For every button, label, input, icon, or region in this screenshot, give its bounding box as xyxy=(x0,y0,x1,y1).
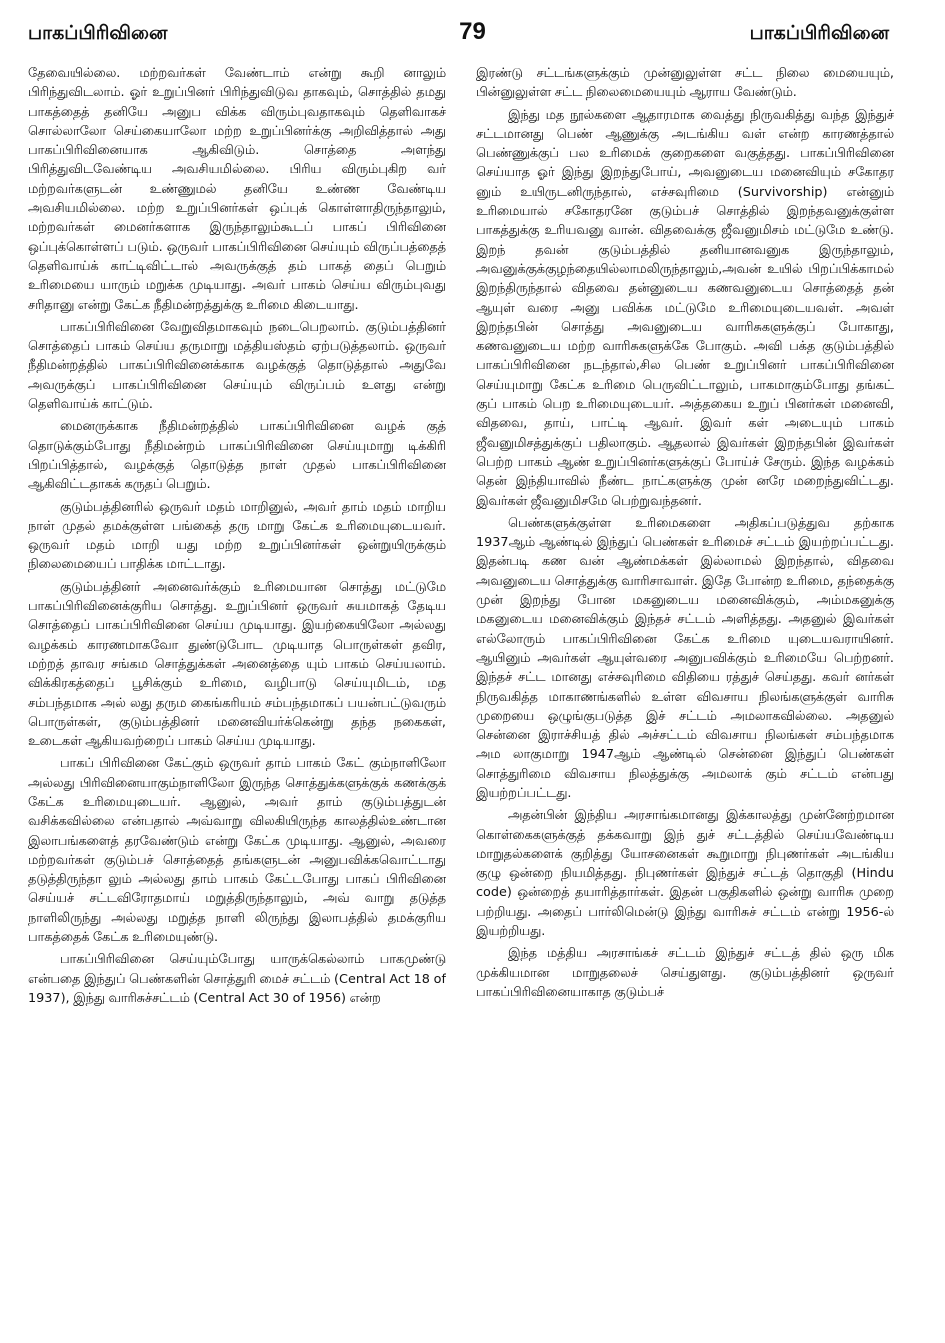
running-header-right: பாகப்பிரிவினை xyxy=(749,22,889,44)
paragraph: பாகப் பிரிவினை கேட்கும் ஒருவர் தாம் பாகம் கேட் கும்நாளிலோ அல்லது பிரிவினையாகும்நாளிலோ இருந்த சொத்துக்களுக்குக் கணக்குக் கேட்க உரிமையுடையர். ஆனுல், அவர் தாம் குடும்பத்துடன் வசிக்கவில்லை என்பதால் அவ்வாறு விலகியிருந்த காலத்தில்உண்டான இலாபங்களைத் தரவேண்டும் என்று கேட்க முடியாது. ஆனுல், அவரை மற்றவர்கள் குடும்பச் சொத்தைத் தங்களுடன் அனுபவிக்கவொட்டாது தடுத்திருந்தா லும் அல்லது தாம் பாகம் கேட்டபோது பாகப் பிரிவினை செய்யச் சட்டவிரோதமாய் மறுத்திருந்தாலும், அவ் வாறு தடுத்த நாளிலிருந்து அல்லது மறுத்த நாளி லிருந்து இலாபத்தில் தமக்குரிய பாகத்தைக் கேட்க உரிமையுண்டு. xyxy=(28,756,446,946)
paragraph: பாகப்பிரிவினை வேறுவிதமாகவும் நடைபெறலாம். குடும்பத்தினர் சொத்தைப் பாகம் செய்ய தருமாறு மத்தியஸ்தம் ஏற்படுத்தலாம். ஒருவர் நீதிமன்றத்தில் பாகப்பிரிவினைக்காக வழக்குத் தொடுத்தால் அதுவே அவருக்குப் பாகப்பிரிவினை செய்யும் விருப்பம் உளது என்று தெளிவாய்க் காட்டும். xyxy=(28,319,446,413)
paragraph: இந்த மத்திய அரசாங்கச் சட்டம் இந்துச் சட்டத் தில் ஒரு மிக முக்கியமான மாறுதலைச் செய்துளது. குடும்பத்தினர் ஒருவர் பாகப்பிரிவினையாகாத குடும்பச் xyxy=(476,946,894,1000)
paragraph: குடும்பத்தினரில் ஒருவர் மதம் மாறினுல், அவர் தாம் மதம் மாறிய நாள் முதல் தமக்குள்ள பங்கைத் தரு மாறு கேட்க உரிமையுடையவர். ஒருவர் மதம் மாறி யது மற்ற உறுப்பினர்கள் ஒன்றுயிருக்கும் நிலைமையைப் பாதிக்க மாட்டாது. xyxy=(28,499,446,573)
paragraph: பெண்களுக்குள்ள உரிமைகளை அதிகப்படுத்துவ தற்காக 1937ஆம் ஆண்டில் இந்துப் பெண்கள் உரிமைச் சட்டம் இயற்றப்பட்டது. இதன்படி கண வன் ஆண்மக்கள் இல்லாமல் இறந்தால், விதவை அவனுடைய சொத்துக்கு வாரிசாவாள். இதே போன்ற உரிமை, தந்தைக்கு முன் இறந்து போன மகனுடைய மனைவிக்கும், அம்மகனுக்கு மகனுடைய மனைவிக்கும் இந்தச் சட்டம் அளித்தது. அதனுல் இவர்கள் எல்லோரும் பாகப்பிரிவினை கேட்க உரிமை யுடையவராயினர். ஆயினும் அவர்கள் ஆயுள்வரை அனுபவிக்கும் உரிமையே பெற்றனர். இந்தச் சட்ட மானது எச்சவுரிமை விதியை ரத்துச் செய்தது. கவர் னர்கள் நிருவகித்த மாகாணங்களில் உள்ள விவசாய நிலங்களுக்குள் வாரிசு முறையை ஒழுங்குபடுத்த இச் சட்டம் அமலாகவில்லை. அதனுல் சென்னை இராச்சியத் தில் அச்சட்டம் விவசாய நிலங்கள் சம்பந்தமாக அம லாகுமாறு 1947ஆம் ஆண்டில் சென்னை இந்துப் பெண்கள் சொத்துரிமை விவசாய நிலத்துக்கு அமலாக் கும் சட்டம் என்பது இயற்றப்பட்டது. xyxy=(476,515,894,801)
right-column xyxy=(476,64,894,1329)
paragraph: குடும்பத்தினர் அனைவர்க்கும் உரிமையான சொத்து மட்டுமே பாகப்பிரிவினைக்குரிய சொத்து. உறுப்பினர் ஒருவர் சுயமாகத் தேடிய சொத்தைப் பாகப்பிரிவினை செய்ய முடியாது. இயற்கையிலோ அல்லது வழக்கம் காரணமாகவோ துண்டுபோட முடியாத பொருள்கள் தவிர, மற்றத் தாவர சங்கம சொத்துக்கள் அனைத்தை யும் பாகம் செய்யலாம். விக்கிரகத்தைப் பூசிக்கும் உரிமை, வழிபாடு செய்யுமிடம், மத சம்பந்தமாக அல் லது தரும கைங்கரியம் சம்பந்தமாகப் பயன்பட்டுவரும் பொருள்கள், குடும்பத்தினர் மனைவியர்க்கென்று தந்த நகைகள், உடைகள் ஆகியவற்றைப் பாகம் செய்ய முடியாது. xyxy=(28,579,446,750)
paragraph: அதன்பின் இந்திய அரசாங்கமானது இக்காலத்து முன்னேற்றமான கொள்கைகளுக்குத் தக்கவாறு இந் துச் சட்டத்தில் செய்யவேண்டிய மாறுதல்களைக் குறித்து யோசனைகள் கூறுமாறு நிபுணர்கள் அடங்கிய குழு ஒன்றை நியமித்தது. நிபுணர்கள் இந்துச் சட்டத் தொகுதி (Hindu code) ஒன்றைத் தயாரித்தார்கள். இதன் பகுதிகளில் ஒன்று வாரிசு முறை பற்றியது. அதைப் பார்லிமென்டு இந்து வாரிசுச் சட்டம் என்று 1956-ல் இயற்றியது. xyxy=(476,808,894,940)
paragraph: தேவையில்லை. மற்றவர்கள் வேண்டாம் என்று கூறி னாலும் பிரிந்துவிடலாம். ஓர் உறுப்பினர் பிரிந்துவிடுவ தாகவும், சொத்தில் தமது பாகத்தைத் தனியே அனுப விக்க விரும்புவதாகவும் தெளிவாகச் சொல்லாலோ செய்கையாலோ மற்ற உறுப்பினர்க்கு அறிவித்தால் அது பாகப்பிரிவினையாக ஆகிவிடும். சொத்தை அளந்து பிரித்துவிடவேண்டிய அவசியமில்லை. பிரிய விரும்புகிற வர் மற்றவர்களுடன் உண்ணுமல் தனியே உண்ண வேண்டிய அவசியமில்லை. மற்ற உறுப்பினர்கள் ஒப்புக் கொள்ளாதிருந்தாலும், மற்றவர்கள் மைனர்களாக இருந்தாலும்கூடப் பாகப் பிரிவினை ஒப்புக்கொள்ளப் படும். ஒருவர் பாகப்பிரிவினை செய்யும் விருப்பத்தைத் தெளிவாய்க் காட்டிவிட்டால் அவருக்குத் தம் பாகத் தைப் பெறும் உரிமையை யாரும் மறுக்க முடியாது. அவர் பாகம் செய்ய விரும்புவது சரிதானு என்று கேட்க நீதிமன்றத்துக்கு உரிமை கிடையாது. xyxy=(28,66,446,313)
paragraph: பாகப்பிரிவினை செய்யும்போது யாருக்கெல்லாம் பாகமுண்டு என்பதை இந்துப் பெண்களின் சொத்துரி மைச் சட்டம் (Central Act 18 of 1937), இந்து வாரிசுச்சட்டம் (Central Act 30 of 1956) என்ற xyxy=(28,952,446,1006)
paragraph: இரண்டு சட்டங்களுக்கும் முன்னுலுள்ள சட்ட நிலை மையையும், பின்னுலுள்ள சட்ட நிலைமையையும் ஆராய வேண்டும். xyxy=(476,66,894,101)
paragraph: இந்து மத நூல்களை ஆதாரமாக வைத்து நிருவகித்து வந்த இந்துச் சட்டமானது பெண் ஆணுக்கு அடங்கிய வள் என்ற காரணத்தால் பெண்ணுக்குப் பல உரிமைக் குறைகளை வகுத்தது. பாகப்பிரிவினை செய்யாத ஓர் இந்து இறந்துபோய், அவனுடைய மனைவியும் சகோதர னும் உயிருடனிருந்தால், எச்சவுரிமை (Survivorship) என்னும் உரிமையால் சகோதரனே குடும்பச் சொத்தில் இறந்தவனுக்குள்ள பாகத்துக்கு உரியவனு வான். விதவைக்கு ஜீவனுமிசம் மட்டுமே உண்டு. இறந் தவன் குடும்பத்தில் தனியானவனுக இருந்தாலும், அவனுக்குக்குழந்தையில்லாமலிருந்தாலும்,அவன் உயில் பிறப்பிக்காமல் இறந்திருந்தால் விதவை தன்னுடைய கணவனுடைய சொத்தைத் தன் ஆயுள் வரை அனு பவிக்க மட்டுமே உரிமையுடையவள். அவள் இறந்தபின் சொத்து அவனுடைய வாரிசுகளுக்குப் போகாது, கணவனுடைய மற்ற வாரிசுகளுக்கே போகும். அவி பக்த குடும்பத்தில் பாகப்பிரிவினை நடந்தால்,சில பெண் உறுப்பினர் பாகப்பிரிவினை செய்யுமாறு கேட்க உரிமை பெருவிட்டாலும், பாகமாகும்போது தங்கட் குப் பாகம் பெற உரிமையுடையர். அத்தகைய உறுப் பினர்கள் மனைவி, விதவை, தாய், பாட்டி ஆவர். இவர் கள் அடையும் பாகம் ஜீவனுமிசத்துக்குப் பதிலாகும். ஆதலால் இவர்கள் இறந்தபின் இவர்கள் பெற்ற பாகம் ஆண் உறுப்பினர்களுக்குப் போய்ச் சேரும். இந்த வழக்கம் தென் இந்தியாவில் நீண்ட நாட்களுக்கு முன் னரே மறைந்துவிட்டது. இவர்கள் ஜீவனுமிசமே பெற்றுவந்தனர். xyxy=(476,107,894,509)
paragraph: மைனருக்காக நீதிமன்றத்தில் பாகப்பிரிவினை வழக் குத் தொடுக்கும்போது நீதிமன்றம் பாகப்பிரிவினை செய்யுமாறு டிக்கிரி பிறப்பித்தால், வழக்குத் தொடுத்த நாள் முதல் பாகப்பிரிவினை ஆகிவிட்டதாகக் கருதப் பெறும். xyxy=(28,419,446,493)
left-column xyxy=(28,64,446,1329)
page-number: 79 xyxy=(459,18,486,45)
running-header-left: பாகப்பிரிவினை xyxy=(28,22,168,44)
